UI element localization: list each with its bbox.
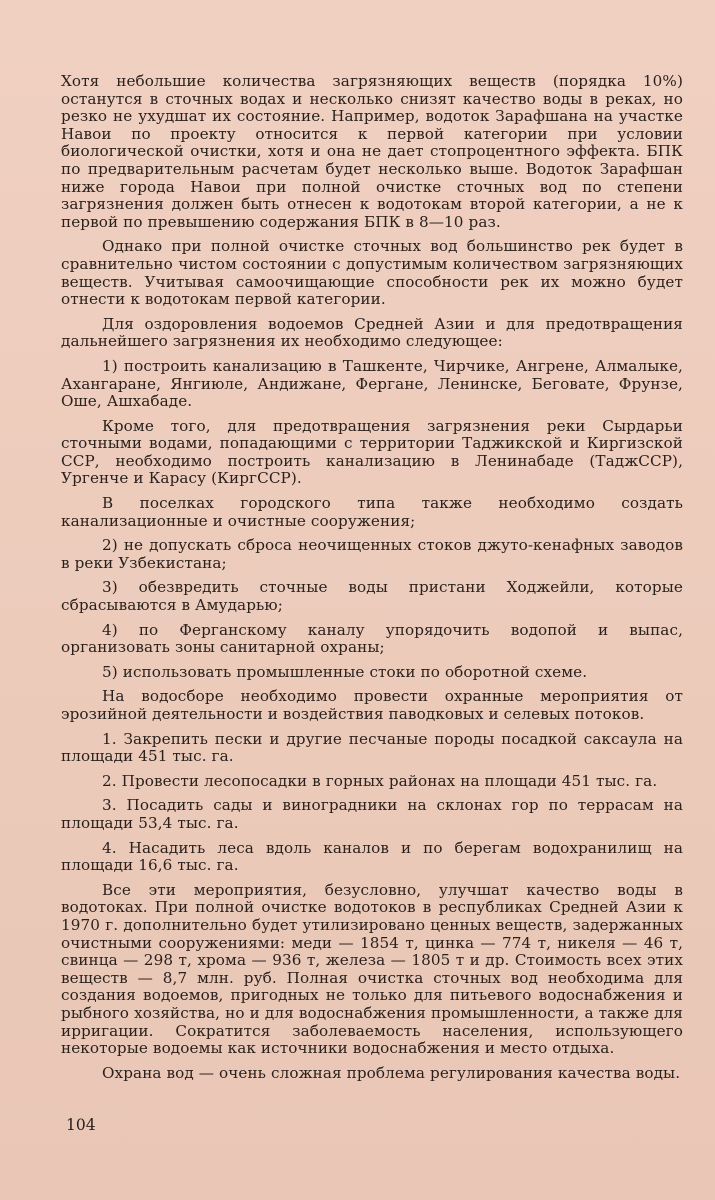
body-text xyxy=(61,73,683,1082)
paragraph-intro: Хотя небольшие количества загрязняющих веществ (порядка 10%) останутся в сточных водах и несколько снизят качество воды в реках, но резко не ухудшат их состояние. Например, водоток Зарафшана на участке Навои по проекту относится к первой категории при условии биологической очистки, хотя и она не дает стопроцентного эффекта. БПК по предварительным расчетам будет несколько выше. Водоток Зарафшан ниже города Навои при полной очистке сточных вод по степени загрязнения должен быть отнесен к водотокам второй категории, а не к первой по превышению содержания БПК в 8—10 раз. xyxy=(61,72,683,231)
list-item-jute-plants: 2) не допускать сброса неочищенных стоков джуто-кенафных заводов в реки Узбекистана; xyxy=(61,536,683,572)
paragraph-conclusion: Охрана вод — очень сложная проблема регулирования качества воды. xyxy=(102,1063,681,1082)
list-item-fergana-canal: 4) по Ферганскому каналу упорядочить водопой и выпас, организовать зоны санитарной охраны; xyxy=(61,620,683,657)
paragraph-full-treatment: Однако при полной очистке сточных вод большинство рек будет в сравнительно чистом состоянии с допустимым количеством загрязняющих веществ. Учитывая самоочищающие способности рек их можно будет отнести к водотокам первой категории. xyxy=(61,237,683,309)
paragraph-benefits: Все эти мероприятия, безусловно, улучшат качество воды в водотоках. При полной очистке водотоков в республиках Средней Азии к 1970 г. дополнительно будет утилизировано ценных веществ, задержанных очистными сооружениями: меди — 1854 т, цинка — 774 т, никеля — 46 т, свинца — 298 т, хрома — 936 т, железа — 1805 т и др. Стоимость всех этих веществ — 8,7 млн. руб. Полная очистка сточных вод необходима для создания водоемов, пригодных не только для питьевого водоснабжения и рыбного хозяйства, но и для водоснабжения промышленности, а также для ирригации. Сократится заболеваемость населения, использующего некоторые водоемы как источники водоснабжения и место отдыха. xyxy=(61,880,683,1058)
list-item-saxaul: 1. Закрепить пески и другие песчаные породы посадкой саксаула на площади 451 тыс. га. xyxy=(61,729,683,766)
list-item-khojeyli: 3) обезвредить сточные воды пристани Ходжейли, которые сбрасываются в Амударью; xyxy=(61,578,683,615)
list-item-canal-forests: 4. Насадить леса вдоль каналов и по берегам водохранилищ на площади 16,6 тыс. га. xyxy=(61,838,683,875)
page-number: 104 xyxy=(66,1116,96,1134)
list-item-orchards: 3. Посадить сады и виноградники на склонах гор по террасам на площади 53,4 тыс. га. xyxy=(61,796,683,832)
list-item-sewage-cities: 1) построить канализацию в Ташкенте, Чирчике, Ангрене, Алмалыке, Ахангаране, Янгиюле, Андижане, Фергане, Ленинске, Беговате, Фрунзе, Оше, Ашхабаде. xyxy=(61,356,683,411)
paragraph-watershed: На водосборе необходимо провести охранные мероприятия от эрозийной деятельности и воздействия паводковых и селевых потоков. xyxy=(61,687,683,723)
list-item-mountain-forests: 2. Провести лесопосадки в горных районах на площади 451 тыс. га. xyxy=(102,771,658,790)
paragraph-syrdarya: Кроме того, для предотвращения загрязнения реки Сырдарьи сточными водами, попадающими с территории Таджикской и Киргизской ССР, необходимо построить канализацию в Ленинабаде (ТаджССР), Ургенче и Карасу (КиргССР). xyxy=(61,416,683,488)
paragraph-requirements-intro: Для оздоровления водоемов Средней Азии и для предотвращения дальнейшего загрязнения их необходимо следующее: xyxy=(61,314,683,351)
list-item-recycling: 5) использовать промышленные стоки по оборотной схеме. xyxy=(102,662,588,681)
paragraph-settlements: В поселках городского типа также необходимо создать канализационные и очистные сооружения; xyxy=(61,494,683,530)
